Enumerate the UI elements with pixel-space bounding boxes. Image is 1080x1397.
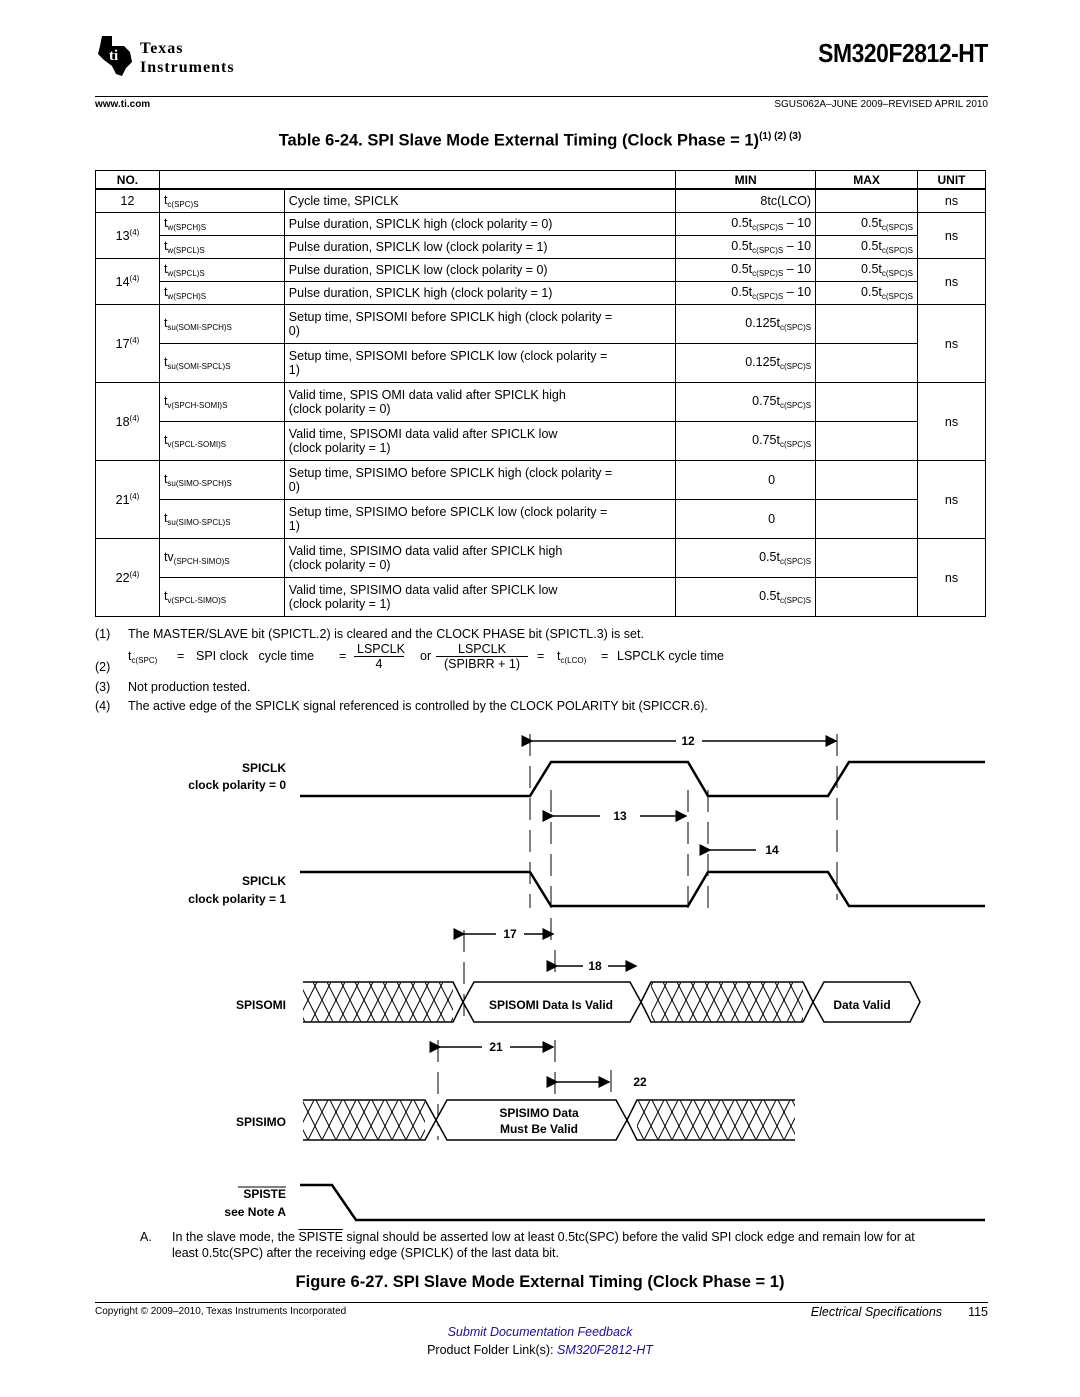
spiclk1-sublabel: clock polarity = 1 — [188, 892, 286, 906]
spiclk1-waveform — [300, 872, 985, 906]
table-header-row — [96, 171, 986, 190]
spisomi-data-valid-text: Data Valid — [833, 998, 891, 1012]
table-notes — [95, 627, 990, 718]
param-symbol: $t_{w(SPCH)S}$ — [159, 282, 284, 305]
table-row — [96, 236, 986, 259]
param-unit: ns — [918, 259, 986, 305]
footer-section — [811, 1305, 988, 1319]
param-desc: Valid time, SPISIMO data valid after SPICLK high (clock polarity = 0) — [284, 539, 675, 578]
spiste-waveform — [300, 1185, 985, 1220]
param-min: 0 — [676, 461, 816, 500]
param-no: 22$^{(4)}$ — [96, 539, 160, 617]
note-3: (3) Not production tested. — [95, 680, 251, 694]
param-no: 12 — [96, 189, 160, 213]
note-2-formula: (2) $t_{c(SPC)}$ = SPI clock cycle time = LSPCLK 4 or LSPCLK (SPIBRR + 1) = $t_{c(LCO)}$ = LSPCLK cycle time — [95, 642, 724, 674]
spisomi-label: SPISOMI — [235, 998, 286, 1012]
copyright: Copyright © 2009–2010, Texas Instruments Incorporated — [95, 1306, 347, 1317]
spisimo-valid-text-2: Must Be Valid — [499, 1122, 579, 1136]
table-row — [96, 344, 986, 383]
param-symbol: $t_{w(SPCL)S}$ — [159, 259, 284, 282]
param-desc: Setup time, SPISOMI before SPICLK low (clock polarity = 1) — [284, 344, 675, 383]
param-desc: Pulse duration, SPICLK high (clock polarity = 0) — [284, 213, 675, 236]
param-max — [816, 344, 918, 383]
spisimo-valid-text-1: SPISIMO Data — [499, 1106, 579, 1120]
param-symbol: $t_{w(SPCL)S}$ — [159, 236, 284, 259]
submit-feedback-link[interactable]: Submit Documentation Feedback — [447, 1325, 633, 1339]
param-desc: Setup time, SPISOMI before SPICLK high (clock polarity = 0) — [284, 305, 675, 344]
param-max — [816, 500, 918, 539]
param-min: $0.5t_{c(SPC)S}$ — [676, 578, 816, 617]
note-1: (1) The MASTER/SLAVE bit (SPICTL.2) is cleared and the CLOCK PHASE bit (SPICTL.3) is set. — [95, 627, 644, 641]
param-symbol: $t_{v(SPCL-SIMO)S}$ — [159, 578, 284, 617]
param-desc: Valid time, SPISIMO data valid after SPICLK low (clock polarity = 1) — [284, 578, 675, 617]
param-max — [816, 305, 918, 344]
param-max — [816, 578, 918, 617]
param-desc: Valid time, SPIS OMI data valid after SPICLK high (clock polarity = 0) — [284, 383, 675, 422]
param-min: 0 — [676, 500, 816, 539]
param-no: 18$^{(4)}$ — [96, 383, 160, 461]
section-name: Electrical Specifications — [810, 1305, 943, 1319]
param-max: $0.5t_{c(SPC)S}$ — [816, 259, 918, 282]
param-unit: ns — [918, 213, 986, 259]
param-desc: Pulse duration, SPICLK low (clock polarity = 1) — [284, 236, 675, 259]
spiste-label: SPISTE — [243, 1187, 286, 1201]
param-no: 14$^{(4)}$ — [96, 259, 160, 305]
param-symbol: $t_{w(SPCH)S}$ — [159, 213, 284, 236]
param-desc: Cycle time, SPICLK — [284, 189, 675, 213]
product-folder: Product Folder Link(s): SM320F2812-HT — [427, 1343, 653, 1357]
param-min: $0.125t_{c(SPC)S}$ — [676, 305, 816, 344]
timing-diagram — [0, 720, 1080, 1225]
param-min: $0.125t_{c(SPC)S}$ — [676, 344, 816, 383]
param-max: $0.5t_{c(SPC)S}$ — [816, 282, 918, 305]
param-desc: Setup time, SPISIMO before SPICLK low (clock polarity = 1) — [284, 500, 675, 539]
param-desc: Pulse duration, SPICLK low (clock polarity = 0) — [284, 259, 675, 282]
timing-table — [95, 170, 986, 617]
param-max: $0.5t_{c(SPC)S}$ — [816, 236, 918, 259]
param-symbol: $t_{v(SPCL-SOMI)S}$ — [159, 422, 284, 461]
param-min: $0.5t_{c(SPC)S} - 10$ — [676, 213, 816, 236]
param-21-label: 21 — [489, 1040, 503, 1054]
param-unit: ns — [918, 305, 986, 383]
spiclk0-sublabel: clock polarity = 0 — [188, 778, 286, 792]
table-row — [96, 259, 986, 282]
document-reference: SGUS062A–JUNE 2009–REVISED APRIL 2010 — [774, 99, 988, 110]
spiclk0-label: SPICLK — [241, 761, 286, 775]
col-max: MAX — [816, 171, 918, 190]
header-rule — [95, 96, 988, 97]
param-desc: Pulse duration, SPICLK high (clock polarity = 1) — [284, 282, 675, 305]
param-18-label: 18 — [588, 959, 602, 973]
logo-line1: Texas — [140, 40, 184, 57]
ti-logo — [96, 32, 266, 82]
param-min: $0.75t_{c(SPC)S}$ — [676, 383, 816, 422]
param-unit: ns — [918, 383, 986, 461]
table-row — [96, 461, 986, 500]
spiclk0-waveform — [300, 762, 985, 796]
param-max — [816, 461, 918, 500]
param-no: 21$^{(4)}$ — [96, 461, 160, 539]
note-4: (4) The active edge of the SPICLK signal referenced is controlled by the CLOCK POLARITY bit (SPICCR.6). — [95, 699, 708, 713]
param-no: 17$^{(4)}$ — [96, 305, 160, 383]
param-max — [816, 383, 918, 422]
table-title — [0, 131, 1080, 151]
spiste-note: see Note A — [224, 1205, 286, 1219]
col-unit: UNIT — [918, 171, 986, 190]
param-min: $0.5t_{c(SPC)S}$ — [676, 539, 816, 578]
table-row — [96, 500, 986, 539]
col-no: NO. — [96, 171, 160, 190]
table-row — [96, 282, 986, 305]
param-unit: ns — [918, 189, 986, 213]
table-row — [96, 213, 986, 236]
table-row — [96, 422, 986, 461]
param-22-label: 22 — [633, 1075, 647, 1089]
param-min: $0.5t_{c(SPC)S} - 10$ — [676, 282, 816, 305]
param-desc: Setup time, SPISIMO before SPICLK high (clock polarity = 0) — [284, 461, 675, 500]
col-min: MIN — [676, 171, 816, 190]
param-max — [816, 539, 918, 578]
param-symbol: $t_{v(SPCH-SOMI)S}$ — [159, 383, 284, 422]
logo-line2: Instruments — [140, 59, 235, 76]
svg-text:ti: ti — [109, 48, 119, 64]
table-row — [96, 578, 986, 617]
table-title-refs: (1) (2) (3) — [759, 131, 802, 142]
footer-rule — [95, 1302, 988, 1303]
product-folder-link[interactable]: SM320F2812-HT — [557, 1343, 653, 1357]
col-parameter — [159, 171, 675, 190]
param-13-label: 13 — [613, 809, 627, 823]
figure-title: Figure 6-27. SPI Slave Mode External Timing (Clock Phase = 1) — [295, 1273, 785, 1291]
table-row — [96, 189, 986, 213]
param-no: 13$^{(4)}$ — [96, 213, 160, 259]
spisomi-valid-text: SPISOMI Data Is Valid — [488, 998, 614, 1012]
param-symbol: $t_{su(SIMO-SPCH)S}$ — [159, 461, 284, 500]
page-number: 115 — [968, 1305, 988, 1319]
param-max — [816, 422, 918, 461]
param-min: 8tc(LCO) — [676, 189, 816, 213]
param-min: $0.5t_{c(SPC)S} - 10$ — [676, 236, 816, 259]
table-row — [96, 539, 986, 578]
param-max — [816, 189, 918, 213]
table-row — [96, 383, 986, 422]
document-title: SM320F2812-HT — [818, 38, 988, 68]
param-desc: Valid time, SPISOMI data valid after SPICLK low (clock polarity = 1) — [284, 422, 675, 461]
param-min: $0.75t_{c(SPC)S}$ — [676, 422, 816, 461]
spisimo-label: SPISIMO — [235, 1115, 286, 1129]
param-12-label: 12 — [681, 734, 695, 748]
param-symbol: $tv_{(SPCH-SIMO)S}$ — [159, 539, 284, 578]
table-title-text: Table 6-24. SPI Slave Mode External Timing (Clock Phase = 1) — [278, 131, 760, 150]
param-symbol: $t_{su(SIMO-SPCL)S}$ — [159, 500, 284, 539]
param-symbol: $t_{su(SOMI-SPCL)S}$ — [159, 344, 284, 383]
param-min: $0.5t_{c(SPC)S} - 10$ — [676, 259, 816, 282]
website-link[interactable]: www.ti.com — [95, 99, 151, 110]
param-14-label: 14 — [765, 843, 779, 857]
param-17-label: 17 — [503, 927, 517, 941]
param-max: $0.5t_{c(SPC)S}$ — [816, 213, 918, 236]
table-row — [96, 305, 986, 344]
param-unit: ns — [918, 539, 986, 617]
param-symbol: $t_{su(SOMI-SPCH)S}$ — [159, 305, 284, 344]
param-unit: ns — [918, 461, 986, 539]
param-symbol: $t_{c(SPC)S}$ — [159, 189, 284, 213]
spiclk1-label: SPICLK — [241, 874, 286, 888]
